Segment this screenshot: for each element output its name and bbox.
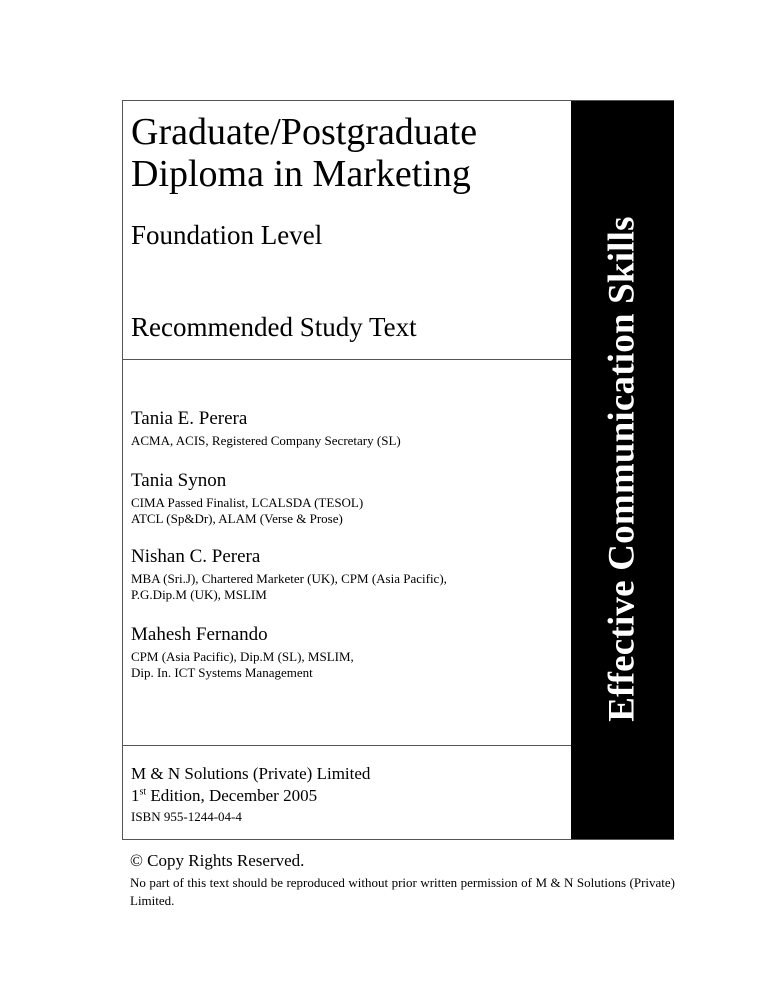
course-level: Foundation Level	[131, 220, 323, 250]
author-credentials	[131, 571, 447, 603]
credential-line: CIMA Passed Finalist, LCALSDA (TESOL)	[131, 495, 364, 510]
credential-line: ACMA, ACIS, Registered Company Secretary (SL)	[131, 433, 401, 448]
author-block	[131, 408, 401, 449]
credential-line: ATCL (Sp&Dr), ALAM (Verse & Prose)	[131, 511, 343, 526]
author-block	[131, 546, 447, 603]
credential-line: CPM (Asia Pacific), Dip.M (SL), MSLIM,	[131, 649, 354, 664]
edition-ordinal: st	[139, 786, 147, 798]
edition-line	[131, 785, 370, 807]
author-credentials	[131, 495, 363, 527]
copyright-notice: No part of this text should be reproduced without prior written permission of M & N Solutions (Private) Limited.	[130, 875, 675, 908]
copyright-block	[130, 850, 675, 910]
isbn: ISBN 955-1244-04-4	[131, 809, 242, 824]
publisher-block	[131, 763, 370, 826]
study-text-label: Recommended Study Text	[131, 312, 417, 342]
divider-top	[123, 359, 571, 360]
edition-text: Edition, December 2005	[146, 786, 318, 805]
divider-bottom	[123, 745, 571, 746]
edition-number: 1	[131, 786, 140, 805]
author-name: Tania Synon	[131, 470, 227, 491]
author-name: Mahesh Fernando	[131, 624, 268, 645]
publisher-name: M & N Solutions (Private) Limited	[131, 764, 371, 783]
author-name: Nishan C. Perera	[131, 546, 261, 567]
credential-line: Dip. In. ICT Systems Management	[131, 665, 313, 680]
credential-line: MBA (Sri.J), Chartered Marketer (UK), CPM (Asia Pacific),	[131, 571, 447, 586]
author-credentials	[131, 649, 354, 681]
cover-title	[131, 111, 477, 195]
author-credentials	[131, 433, 401, 449]
credential-line: P.G.Dip.M (UK), MSLIM	[131, 587, 267, 602]
author-block	[131, 624, 354, 681]
spine-title: Effective Communication Skills	[601, 216, 643, 722]
cover-content	[123, 101, 571, 839]
author-name: Tania E. Perera	[131, 408, 248, 429]
title-line-2: Diploma in Marketing	[131, 153, 471, 195]
title-line-1: Graduate/Postgraduate	[131, 111, 478, 153]
copyright-title: © Copy Rights Reserved.	[130, 851, 305, 870]
cover-frame	[122, 100, 674, 840]
author-block	[131, 470, 363, 527]
spine-band	[571, 101, 674, 839]
